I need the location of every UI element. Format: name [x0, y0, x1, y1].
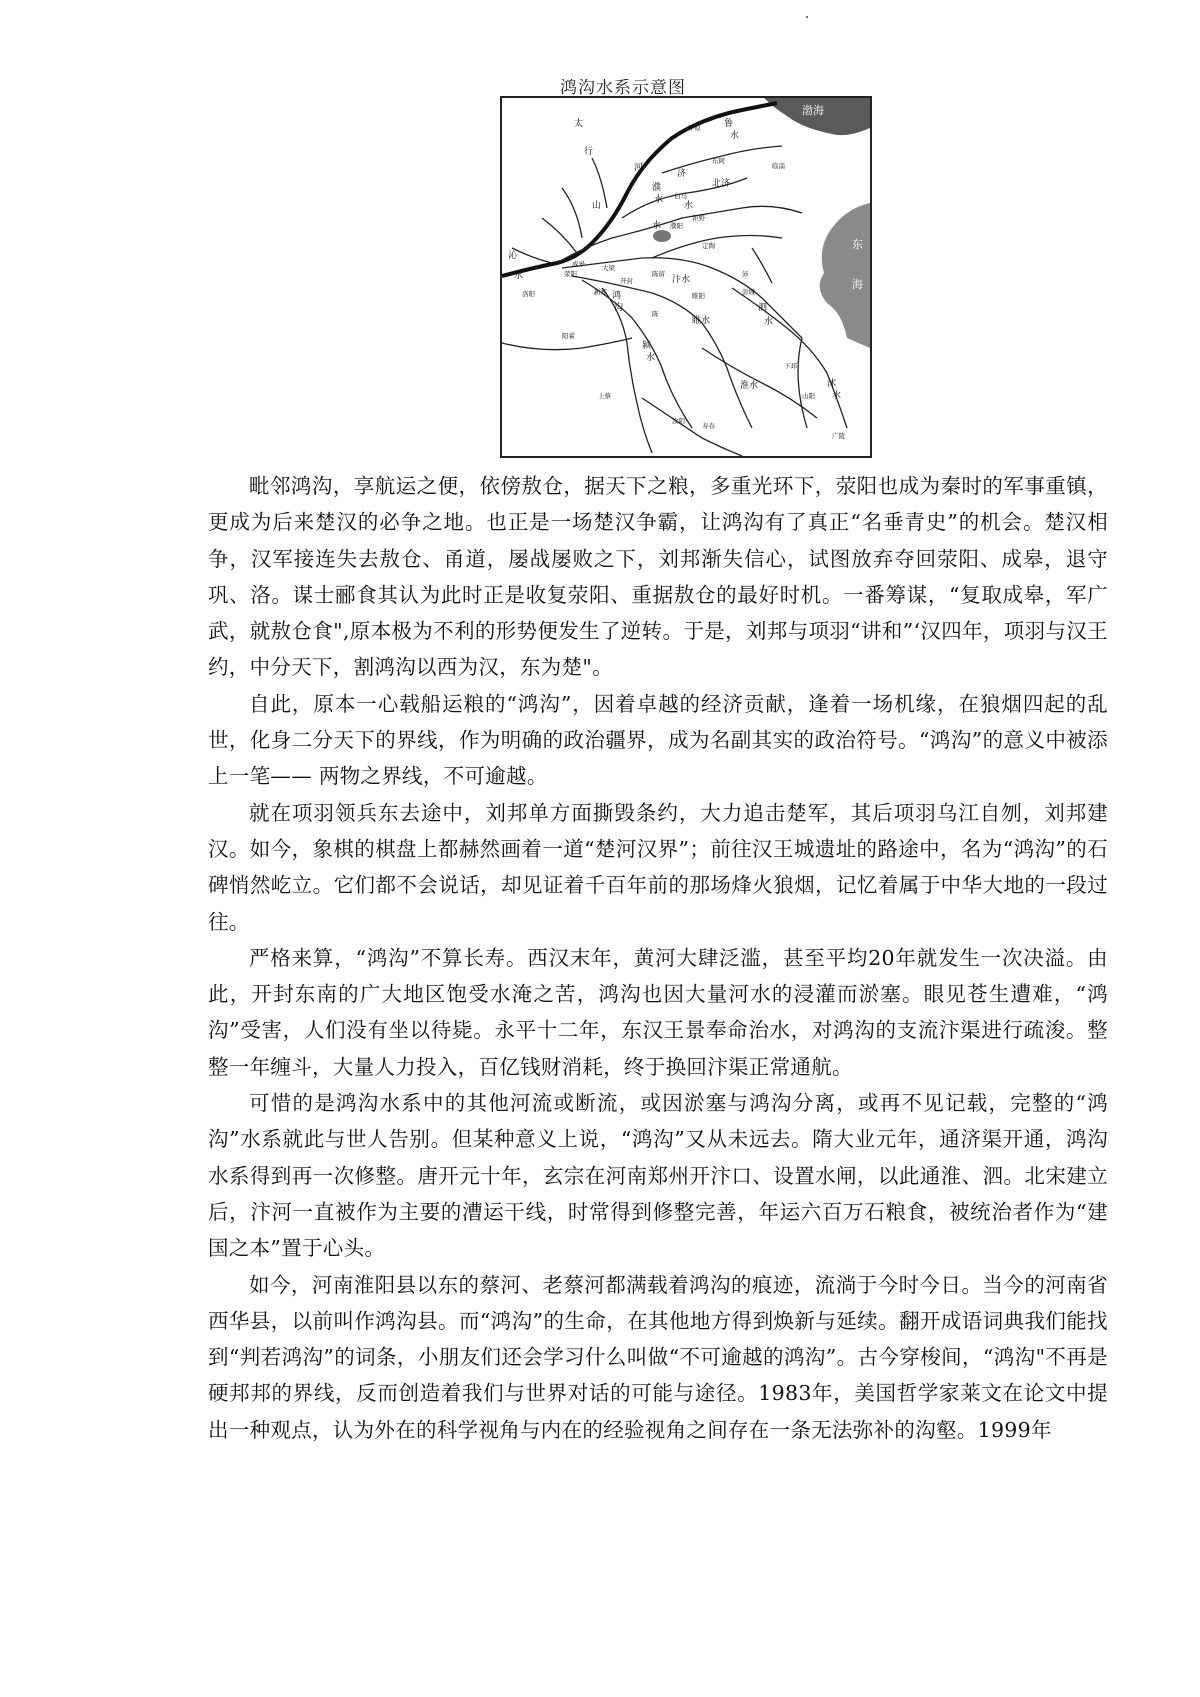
label-bian: 汴水	[672, 275, 691, 285]
place-label: 钜野	[692, 214, 705, 222]
label-he-1: 河	[634, 163, 644, 173]
place-label: 洛阳	[522, 290, 535, 298]
label-sui: 睢水	[692, 316, 711, 326]
place-label: 广陵	[832, 432, 845, 440]
label-donghai-1: 东	[852, 238, 863, 251]
place-label: 白马	[674, 192, 687, 200]
place-label: 平原	[688, 124, 701, 132]
place-label: 下邳	[784, 362, 797, 370]
label-ji-2: 水	[684, 201, 694, 211]
article-body	[208, 468, 1108, 1448]
place-label: 山阳	[802, 392, 815, 400]
label-pu-2: 水	[654, 195, 664, 205]
paragraph: 可惜的是鸿沟水系中的其他河流或断流，或因淤塞与鸿沟分离，或再不见记载，完整的“鸿沟”水系就此与世人告别。但某种意义上说，“鸿沟”又从未远去。隋大业元年，通济渠开通，鸿沟水系得到再一次修整。唐开元十年，玄宗在河南郑州开汴口、设置水闸，以此通淮、泗。北宋建立后，汴河一直被作为主要的漕运干线，时常得到修整完善，年运六百万石粮食，被统治者作为“建国之本”置于心头。	[208, 1091, 1108, 1261]
place-label: 陈留	[652, 270, 665, 278]
label-ying-1: 颍	[642, 341, 652, 351]
label-huai: 淮水	[740, 381, 759, 391]
label-bj: 北济	[712, 179, 731, 189]
label-lu-2: 水	[730, 131, 740, 141]
label-honggou-2: 沟	[614, 303, 624, 313]
label-qin-2: 水	[514, 271, 524, 281]
label-honggou-1: 鸿	[612, 291, 622, 301]
label-donghai-2: 海	[852, 278, 863, 291]
scan-dot	[806, 16, 808, 18]
label-shu-2: 水	[832, 391, 842, 401]
label-ying-2: 水	[646, 353, 656, 363]
paragraph: 毗邻鸿沟，享航运之便，依傍敖仓，据天下之粮，多重光环下，荥阳也成为秦时的军事重镇，更成为后来楚汉的必争之地。也正是一场楚汉争霸，让鸿沟有了真正“名垂青史”的机会。楚汉相争，汉军接连失去敖仓、甬道，屡战屡败之下，刘邦渐失信心，试图放弃夺回荥阳、成皋，退守巩、洛。谋士郦食其认为此时正是收复荥阳、重据敖仓的最好时机。一番筹谋，“复取成皋，军广武，就敖仓食",原本极为不利的形势便发生了逆转。于是，刘邦与项羽“讲和”‘汉四年，项羽与汉王约，中分天下，割鸿沟以西为汉，东为楚"。	[208, 474, 1108, 680]
paragraph: 就在项羽领兵东去途中，刘邦单方面撕毁条约，大力追击楚军，其后项羽乌江自刎，刘邦建汉。如今，象棋的棋盘上都赫然画着一道“楚河汉界”；前往汉王城遗址的路途中，名为“鸿沟”的石碑悄然屹立。它们都不会说话，却见证着千百年前的那场烽火狼烟，记忆着属于中华大地的一段过往。	[208, 800, 1108, 934]
yellow-river	[502, 103, 777, 276]
label-taihang-2: 行	[584, 147, 594, 157]
label-si-1: 泗	[758, 303, 768, 313]
label-lu-1: 鲁	[724, 119, 734, 129]
label-pu-1: 濮	[652, 183, 662, 193]
label-bohai: 渤海	[802, 104, 824, 117]
place-label: 濮阳	[670, 222, 683, 230]
place-label: 沛	[742, 270, 749, 278]
place-label: 陈	[652, 310, 659, 318]
place-label: 荥阳	[564, 270, 577, 278]
place-label: 定陶	[702, 242, 715, 250]
place-label: 大梁	[602, 264, 615, 272]
place-label: 汝阴	[672, 417, 685, 425]
place-label: 东阿	[712, 157, 725, 165]
place-label: 新郑	[594, 288, 607, 296]
place-label: 开封	[620, 277, 633, 285]
label-shu-1: 沭	[827, 379, 837, 389]
label-si-2: 水	[764, 317, 774, 327]
east-sea	[820, 203, 870, 348]
label-he-2: 水	[652, 221, 662, 231]
place-label: 临淄	[772, 162, 785, 170]
label-ji-1: 济	[677, 169, 687, 179]
label-taihang-1: 太	[574, 119, 584, 129]
map-caption: 鸿沟水系示意图	[560, 79, 686, 97]
place-label: 上蔡	[598, 392, 611, 400]
place-label: 寿春	[702, 422, 715, 430]
place-label: 成皋	[572, 260, 585, 268]
place-label: 阳翟	[562, 332, 575, 340]
label-taihang-3: 山	[592, 201, 602, 211]
paragraph: 自此，原本一心载船运粮的“鸿沟”，因着卓越的经济贡献，逢着一场机缘，在狼烟四起的乱世，化身二分天下的界线，作为明确的政治疆界，成为名副其实的政治符号。“鸿沟”的意义中被添上一笔—— 两物之界线，不可逾越。	[208, 691, 1108, 789]
place-label: 睢阳	[692, 292, 705, 300]
paragraph: 如今，河南淮阳县以东的蔡河、老蔡河都满载着鸿沟的痕迹，流淌于今时今日。当今的河南省西华县，以前叫作鸿沟县。而“鸿沟”的生命，在其他地方得到焕新与延续。翻开成语词典我们能找到“判若鸿沟”的词条，小朋友们还会学习什么叫做“不可逾越的鸿沟”。古今穿梭间，“鸿沟"不再是硬邦邦的界线，反而创造着我们与世界对话的可能与途径。1983年，美国哲学家莱文在论文中提出一种观点，认为外在的科学视角与内在的经验视角之间存在一条无法弥补的沟壑。1999年	[208, 1272, 1108, 1442]
paragraph: 严格来算，“鸿沟”不算长寿。西汉末年，黄河大肆泛滥，甚至平均20年就发生一次决溢。由此，开封东南的广大地区饱受水淹之苦，鸿沟也因大量河水的浸灌而淤塞。眼见苍生遭难，“鸿沟”受害，人们没有坐以待毙。永平十二年，东汉王景奉命治水，对鸿沟的支流汴渠进行疏浚。整整一年缠斗，大量人力投入，百亿钱财消耗，终于换回汴渠正常通航。	[208, 945, 1108, 1079]
lake-juye	[653, 230, 671, 242]
honggou-river-map	[500, 96, 872, 458]
place-label: 彭城	[742, 288, 755, 296]
label-qin-1: 沁	[508, 251, 518, 261]
